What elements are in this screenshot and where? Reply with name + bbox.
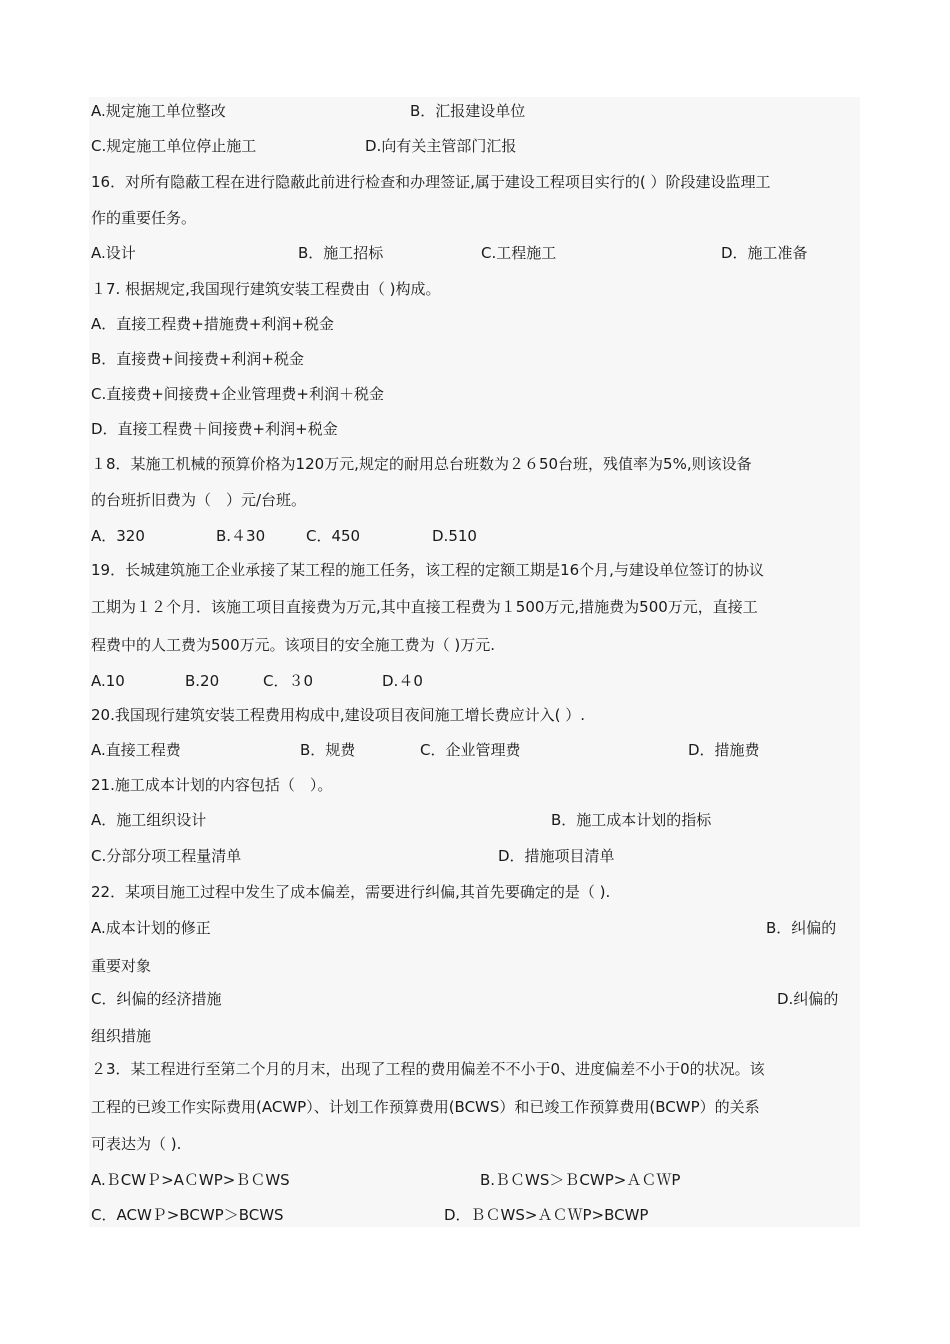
- q18-option-b: B.４30: [216, 527, 266, 545]
- q17-option-c: C.直接费+间接费+企业管理费+利润＋税金: [91, 385, 384, 403]
- q16-option-c: C.工程施工: [481, 244, 557, 262]
- q17-stem: １7. 根据规定,我国现行建筑安装工程费由（ )构成。: [91, 280, 441, 298]
- q19-option-d: D.４0: [382, 672, 423, 690]
- q16-stem-line2: 作的重要任务。: [91, 209, 197, 227]
- q17-option-a: A．直接工程费+措施费+利润+税金: [91, 315, 334, 333]
- q22-option-c: C．纠偏的经济措施: [91, 990, 222, 1008]
- q15-option-c: C.规定施工单位停止施工: [91, 137, 257, 155]
- q17-option-d: D．直接工程费＋间接费+利润+税金: [91, 420, 338, 438]
- q19-option-b: B.20: [185, 672, 220, 690]
- q16-stem-line1: 16．对所有隐蔽工程在进行隐蔽此前进行检查和办理签证,属于建设工程项目实行的( ）阶段建设监理工: [91, 173, 771, 191]
- q23-stem-line3: 可表达为（ ).: [91, 1135, 182, 1153]
- q22-option-a: A.成本计划的修正: [91, 919, 211, 937]
- q16-option-a: A.设计: [91, 244, 136, 262]
- q22-option-d-line1: D.纠偏的: [777, 990, 839, 1008]
- q23-option-d: D．ＢＣWS>ＡＣＷP>BCWP: [444, 1206, 649, 1224]
- q19-option-c: C．３0: [263, 672, 314, 690]
- q21-option-b: B．施工成本计划的指标: [551, 811, 712, 829]
- q19-stem-line1: 19．长城建筑施工企业承接了某工程的施工任务，该工程的定额工期是16个月,与建设单位签订的协议: [91, 561, 764, 579]
- q18-stem-line1: １8．某施工机械的预算价格为120万元,规定的耐用总台班数为２６50台班，残值率为5%,则该设备: [91, 455, 752, 473]
- q18-option-d: D.510: [432, 527, 477, 545]
- q23-stem-line2: 工程的已竣工作实际费用(ACWP）、计划工作预算费用(BCWS）和已竣工作预算费用(BCWP）的关系: [91, 1098, 760, 1116]
- q22-option-b-line2: 重要对象: [91, 957, 152, 975]
- q18-option-a: A．320: [91, 527, 145, 545]
- q22-option-d-line2: 组织措施: [91, 1027, 152, 1045]
- q23-stem-line1: ２3．某工程进行至第二个月的月末，出现了工程的费用偏差不不小于0、进度偏差不小于0的状况。该: [91, 1060, 765, 1078]
- q15-option-d: D.向有关主管部门汇报: [365, 137, 517, 155]
- document-body: [89, 97, 860, 1227]
- q20-option-d: D．措施费: [688, 741, 760, 759]
- q21-stem: 21.施工成本计划的内容包括（ ）。: [91, 776, 333, 794]
- q20-stem: 20.我国现行建筑安装工程费用构成中,建设项目夜间施工增长费应计入( ）.: [91, 706, 586, 724]
- q18-option-c: C．450: [306, 527, 361, 545]
- q23-option-a: A.ＢCWＰ>AＣWP>ＢＣWS: [91, 1171, 290, 1189]
- q19-stem-line2: 工期为１２个月．该施工项目直接费为万元,其中直接工程费为１500万元,措施费为500万元，直接工: [91, 598, 758, 616]
- q18-stem-line2: 的台班折旧费为（ ）元/台班。: [91, 491, 307, 509]
- q20-option-c: C．企业管理费: [420, 741, 521, 759]
- q20-option-a: A.直接工程费: [91, 741, 181, 759]
- q22-option-b-line1: B．纠偏的: [766, 919, 837, 937]
- q17-option-b: B．直接费+间接费+利润+税金: [91, 350, 304, 368]
- q21-option-d: D．措施项目清单: [498, 847, 615, 865]
- q20-option-b: B．规费: [300, 741, 356, 759]
- q22-stem: 22．某项目施工过程中发生了成本偏差，需要进行纠偏,其首先要确定的是（ ).: [91, 883, 611, 901]
- q16-option-b: B．施工招标: [298, 244, 384, 262]
- q19-option-a: A.10: [91, 672, 125, 690]
- q23-option-c: C．ACWＰ>BCWP＞BCWS: [91, 1206, 284, 1224]
- q21-option-c: C.分部分项工程量清单: [91, 847, 242, 865]
- q21-option-a: A．施工组织设计: [91, 811, 207, 829]
- q16-option-d: D．施工准备: [721, 244, 808, 262]
- q19-stem-line3: 程费中的人工费为500万元。该项目的安全施工费为（ )万元.: [91, 636, 496, 654]
- q15-option-b: B．汇报建设单位: [410, 102, 526, 120]
- q15-option-a: A.规定施工单位整改: [91, 102, 226, 120]
- q23-option-b: B.ＢＣWS＞ＢCWP>ＡＣＷP: [480, 1171, 681, 1189]
